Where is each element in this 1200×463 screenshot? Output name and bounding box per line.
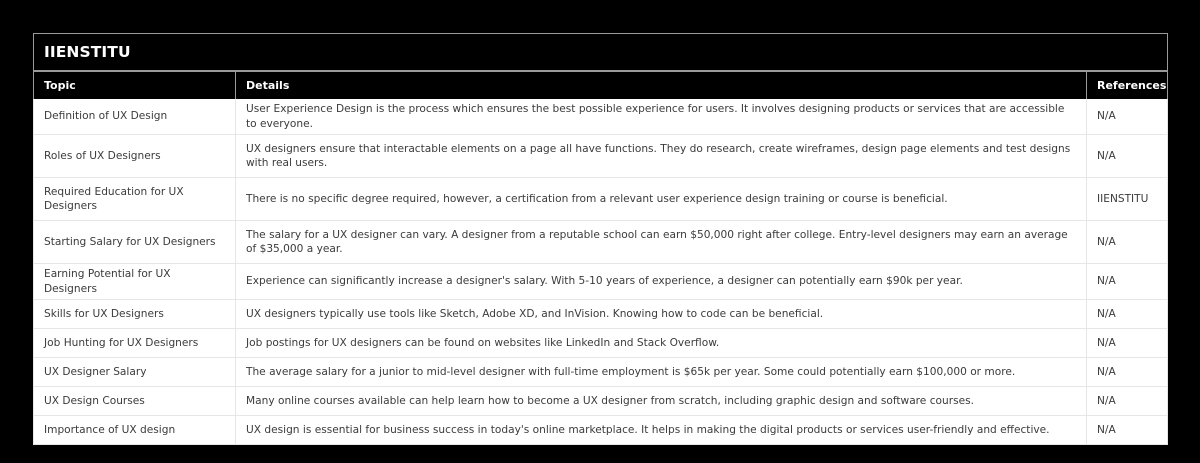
cell-topic: Definition of UX Design [34,99,236,135]
cell-topic: Importance of UX design [34,416,236,445]
table-row [34,99,1168,135]
cell-details: The salary for a UX designer can vary. A designer from a reputable school can earn $50,000 right after college. Entry-level designers may earn an average of $35,000 a year. [236,221,1087,264]
table-row [34,178,1168,221]
table-row [34,416,1168,445]
cell-topic: Job Hunting for UX Designers [34,329,236,358]
cell-details: Job postings for UX designers can be found on websites like LinkedIn and Stack Overflow. [236,329,1087,358]
ux-design-table [33,33,1168,445]
cell-topic: Required Education for UX Designers [34,178,236,221]
table-container [33,33,1167,445]
table-row [34,300,1168,329]
cell-references: N/A [1087,416,1168,445]
cell-references: N/A [1087,358,1168,387]
cell-details: User Experience Design is the process which ensures the best possible experience for users. It involves designing products or services that are accessible to everyone. [236,99,1087,135]
cell-details: UX designers typically use tools like Sketch, Adobe XD, and InVision. Knowing how to code can be beneficial. [236,300,1087,329]
table-row [34,329,1168,358]
cell-references: N/A [1087,300,1168,329]
cell-topic: Starting Salary for UX Designers [34,221,236,264]
cell-topic: Skills for UX Designers [34,300,236,329]
cell-details: Experience can significantly increase a designer's salary. With 5-10 years of experience, a designer can potentially earn $90k per year. [236,264,1087,300]
column-header-topic: Topic [34,71,236,99]
cell-references: N/A [1087,264,1168,300]
cell-topic: UX Designer Salary [34,358,236,387]
cell-references: N/A [1087,329,1168,358]
column-header-references: References [1087,71,1168,99]
cell-references: N/A [1087,99,1168,135]
table-row [34,358,1168,387]
cell-references: N/A [1087,387,1168,416]
cell-topic: Roles of UX Designers [34,135,236,178]
cell-topic: Earning Potential for UX Designers [34,264,236,300]
table-title: IIENSTITU [34,34,1168,72]
cell-details: UX design is essential for business success in today's online marketplace. It helps in making the digital products or services user-friendly and effective. [236,416,1087,445]
table-row [34,264,1168,300]
table-row [34,221,1168,264]
cell-references: N/A [1087,221,1168,264]
cell-references: N/A [1087,135,1168,178]
table-row [34,135,1168,178]
table-row [34,387,1168,416]
cell-details: Many online courses available can help learn how to become a UX designer from scratch, including graphic design and software courses. [236,387,1087,416]
cell-details: UX designers ensure that interactable elements on a page all have functions. They do research, create wireframes, design page elements and test designs with real users. [236,135,1087,178]
cell-details: There is no specific degree required, however, a certification from a relevant user experience design training or course is beneficial. [236,178,1087,221]
cell-topic: UX Design Courses [34,387,236,416]
column-header-details: Details [236,71,1087,99]
cell-details: The average salary for a junior to mid-level designer with full-time employment is $65k per year. Some could potentially earn $100,000 or more. [236,358,1087,387]
cell-references: IIENSTITU [1087,178,1168,221]
